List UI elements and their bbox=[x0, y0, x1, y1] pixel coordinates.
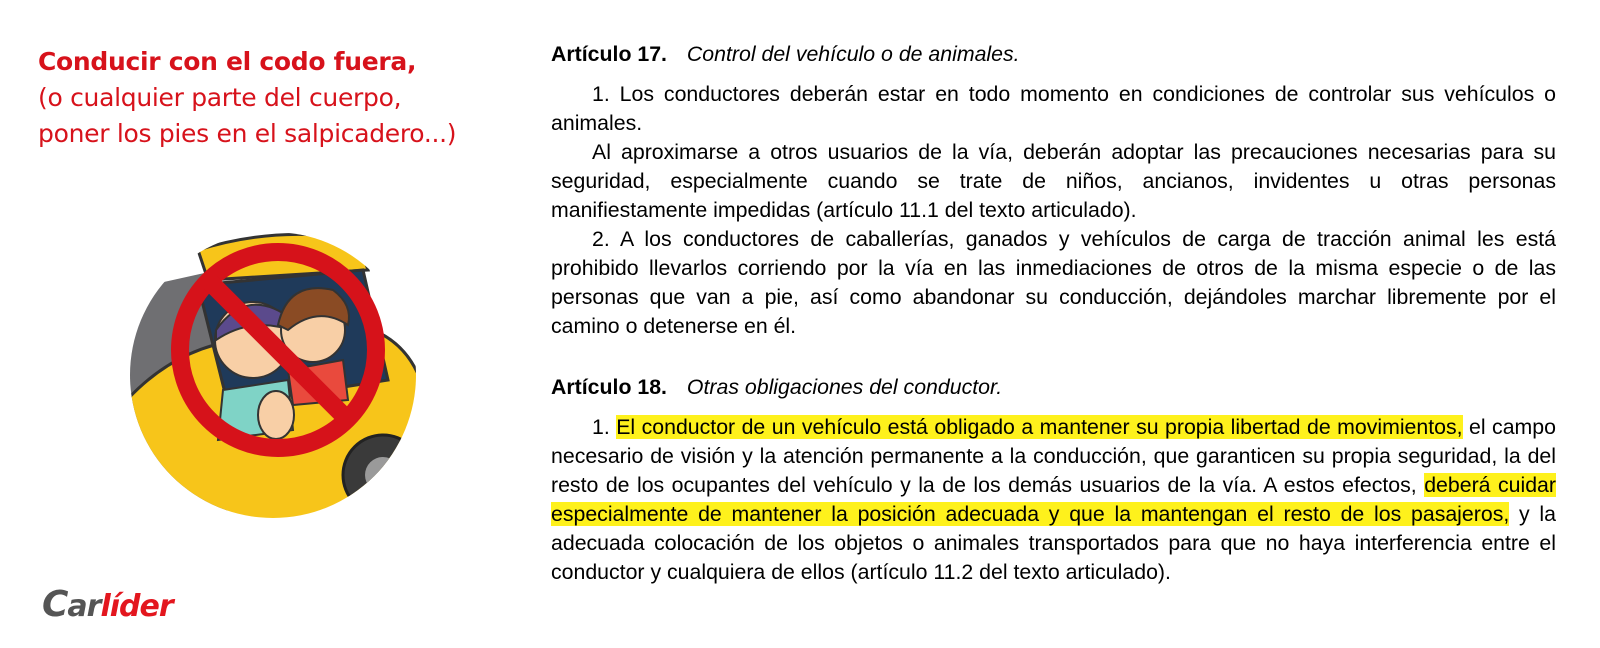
article-17-number: Artículo 17. bbox=[551, 42, 667, 66]
article-17 bbox=[551, 40, 1556, 341]
logo-c: C bbox=[42, 584, 68, 625]
article-18-title: Otras obligaciones del conductor. bbox=[686, 375, 1003, 399]
logo-lider: líder bbox=[100, 589, 173, 624]
article-17-paragraph: Al aproximarse a otros usuarios de la vía, deberán adoptar las precauciones necesarias para su seguridad, especialmente cuando se trate de niños, ancianos, invidentes u otras personas manifiestamente impedidas (artículo 11.1 del texto articulado). bbox=[551, 140, 1556, 222]
highlighted-text: El conductor de un vehículo está obligado a mantener su propia libertad de movimientos, bbox=[616, 415, 1463, 439]
slide-title bbox=[38, 44, 498, 152]
article-17-paragraph: 1. Los conductores deberán estar en todo momento en condiciones de controlar sus vehículos o animales. bbox=[551, 82, 1556, 135]
article-18-paragraph bbox=[551, 413, 1556, 587]
article-17-title: Control del vehículo o de animales. bbox=[686, 42, 1020, 66]
text-segment: 1. bbox=[592, 415, 617, 439]
article-18-number: Artículo 18. bbox=[551, 375, 667, 399]
article-18 bbox=[551, 373, 1556, 587]
title-bold-line: Conducir con el codo fuera, bbox=[38, 47, 417, 76]
title-line-2: (o cualquier parte del cuerpo, bbox=[38, 83, 402, 112]
no-elbow-out-illustration bbox=[128, 230, 418, 520]
highlighted-text: deberá cuidar especialmente de mantener la posición adecuada y que la mantengan el resto de los pasajeros, bbox=[551, 473, 1556, 526]
article-17-paragraph: 2. A los conductores de caballerías, ganados y vehículos de carga de tracción animal les está prohibido llevarlos corriendo por la vía en las inmediaciones de otros de la misma especie o de las personas que van a pie, así como abandonar su conducción, dejándoles marchar libremente por el camino o detenerse en él. bbox=[551, 227, 1556, 338]
logo-ar: ar bbox=[67, 589, 101, 624]
text-segment: y la adecuada colocación de los objetos o animales transportados para que no haya interferencia entre el conductor y cualquiera de ellos (artículo 11.2 del texto articulado). bbox=[551, 502, 1557, 584]
text-segment: el campo necesario de visión y la atención permanente a la conducción, que garanticen su propia seguridad, la del resto de los ocupantes del vehículo y la de los demás usuarios de la vía. A estos efectos, bbox=[551, 415, 1556, 497]
title-line-3: poner los pies en el salpicadero...) bbox=[38, 119, 457, 148]
article-17-heading bbox=[551, 40, 1556, 69]
article-18-heading bbox=[551, 373, 1556, 402]
carlider-logo bbox=[42, 585, 173, 625]
